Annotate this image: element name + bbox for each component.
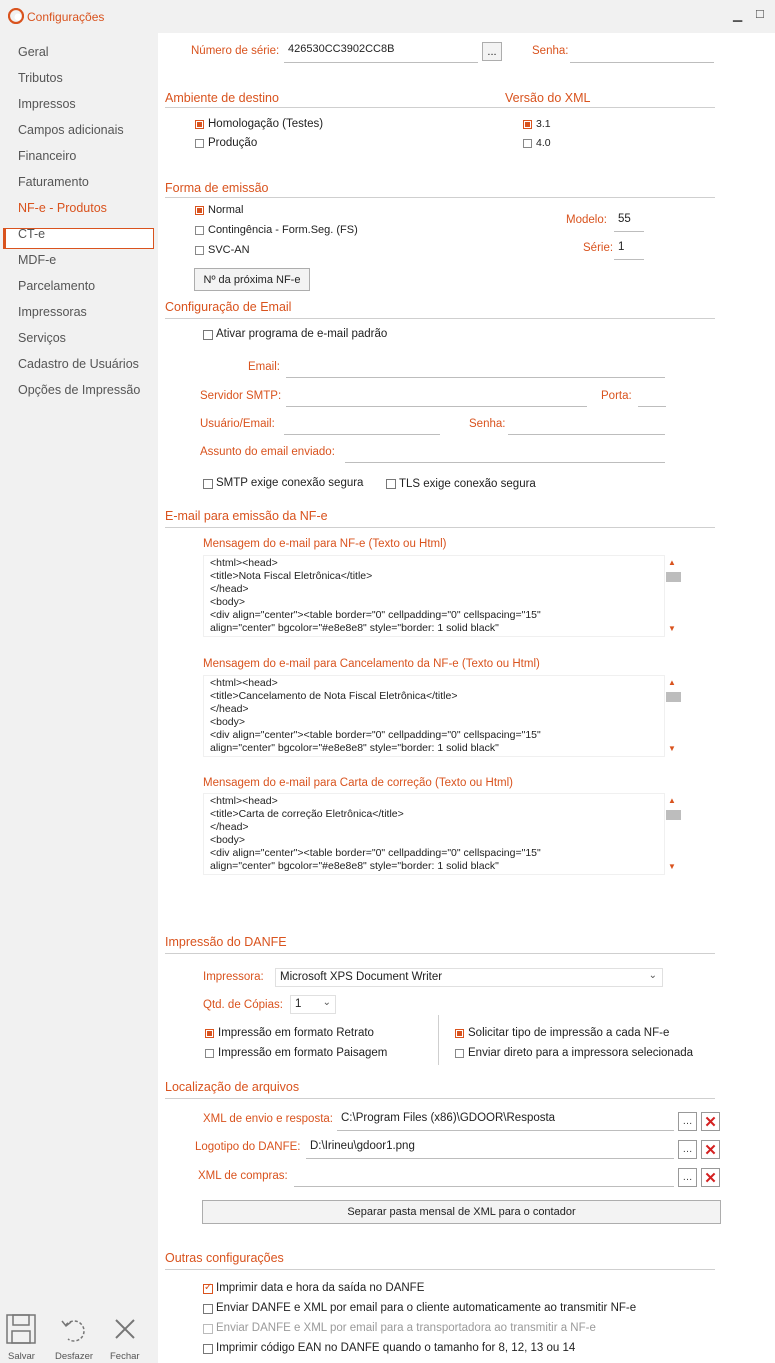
- msg1-label: Mensagem do e-mail para NF-e (Texto ou Html): [203, 538, 447, 550]
- chevron-down-icon[interactable]: ⌄: [322, 997, 331, 1008]
- divider: [165, 1269, 715, 1270]
- retrato-label: Impressão em formato Retrato: [218, 1027, 374, 1039]
- outras-title: Outras configurações: [165, 1251, 284, 1265]
- paisagem-radio[interactable]: [205, 1049, 214, 1058]
- msg2-textarea[interactable]: <html><head> <title>Cancelamento de Nota Fiscal Eletrônica</title> </head> <body> <div align="center"><table border="0" cellpadding="0" cellspacing="15" align="center" bgcolor="#e8e8e8" style="border: 1 solid black": [203, 675, 665, 757]
- danfe-title: Impressão do DANFE: [165, 935, 287, 949]
- divider: [165, 197, 715, 198]
- sidebar-item-financeiro[interactable]: Financeiro: [18, 149, 77, 163]
- enviar-transportadora-label: Enviar DANFE e XML por email para a transportadora ao transmitir a NF-e: [216, 1322, 596, 1334]
- assunto-label: Assunto do email enviado:: [200, 446, 335, 458]
- smtp-label: Servidor SMTP:: [200, 390, 282, 402]
- xml-path-clear-icon[interactable]: ✕: [701, 1112, 720, 1131]
- serial-value[interactable]: 426530CC3902CC8B: [288, 43, 395, 55]
- msg3-textarea[interactable]: <html><head> <title>Carta de correção Eletrônica</title> </head> <body> <div align="center"><table border="0" cellpadding="0" cellspacing="15" align="center" bgcolor="#e8e8e8" style="border: 1 solid black": [203, 793, 665, 875]
- next-nfe-button[interactable]: Nº da próxima NF-e: [194, 268, 310, 291]
- sidebar-item-servicos[interactable]: Serviços: [18, 331, 66, 345]
- scroll-up-icon[interactable]: ▲: [668, 678, 676, 687]
- sidebar-item-mdfe[interactable]: MDF-e: [18, 253, 57, 267]
- divider: [165, 527, 715, 528]
- modelo-underline: [614, 231, 644, 232]
- scroll-thumb[interactable]: [666, 810, 681, 820]
- smtp-seg-checkbox[interactable]: [203, 479, 213, 489]
- serie-value[interactable]: 1: [618, 241, 625, 253]
- sidebar-item-tributos[interactable]: Tributos: [18, 71, 63, 85]
- xml-path-browse-button[interactable]: …: [678, 1112, 697, 1131]
- scroll-down-icon[interactable]: ▼: [668, 624, 676, 633]
- paisagem-label: Impressão em formato Paisagem: [218, 1047, 388, 1059]
- msg1-textarea[interactable]: <html><head> <title>Nota Fiscal Eletrônica</title> </head> <body> <div align="center"><table border="0" cellpadding="0" cellspacing="15" align="center" bgcolor="#e8e8e8" style="border: 1 solid black": [203, 555, 665, 637]
- logo-path-clear-icon[interactable]: ✕: [701, 1140, 720, 1159]
- producao-radio[interactable]: [195, 139, 204, 148]
- xml-31-label: 3.1: [536, 118, 551, 130]
- serial-browse-button[interactable]: ...: [482, 42, 502, 61]
- save-icon[interactable]: [5, 1313, 37, 1345]
- minimize-icon[interactable]: ▁: [733, 8, 743, 22]
- svcan-label: SVC-AN: [208, 244, 250, 256]
- separar-pasta-button[interactable]: Separar pasta mensal de XML para o contador: [202, 1200, 721, 1224]
- solicitar-label: Solicitar tipo de impressão a cada NF-e: [468, 1027, 670, 1039]
- scroll-thumb[interactable]: [666, 572, 681, 582]
- email-senha-label: Senha:: [469, 418, 506, 430]
- compras-path-underline: [294, 1186, 674, 1187]
- porta-label: Porta:: [601, 390, 632, 402]
- msg3-label: Mensagem do e-mail para Carta de correção (Texto ou Html): [203, 777, 513, 789]
- imprimir-data-label: Imprimir data e hora da saída no DANFE: [216, 1282, 425, 1294]
- divider: [165, 318, 715, 319]
- copias-select[interactable]: [290, 995, 336, 1014]
- close-icon[interactable]: [113, 1317, 137, 1341]
- title-bar: [0, 0, 775, 33]
- chevron-down-icon[interactable]: ⌄: [648, 970, 657, 981]
- impressora-value: Microsoft XPS Document Writer: [280, 971, 443, 983]
- password-field[interactable]: [570, 62, 714, 63]
- xml-path-label: XML de envio e resposta:: [203, 1113, 333, 1125]
- email-field[interactable]: [286, 377, 665, 378]
- user-label: Usuário/Email:: [200, 418, 275, 430]
- serial-label: Número de série:: [191, 45, 280, 57]
- xml-path-value[interactable]: C:\Program Files (x86)\GDOOR\Resposta: [341, 1112, 556, 1124]
- copias-label: Qtd. de Cópias:: [203, 999, 283, 1011]
- impressora-select[interactable]: [275, 968, 663, 987]
- assunto-field[interactable]: [345, 462, 665, 463]
- sidebar-item-cte[interactable]: CT-e: [18, 227, 46, 241]
- sidebar-item-nfe-produtos[interactable]: NF-e - Produtos: [18, 201, 107, 215]
- sidebar-item-impressoras[interactable]: Impressoras: [18, 305, 87, 319]
- save-button[interactable]: Salvar: [8, 1351, 35, 1362]
- serial-underline: [284, 62, 478, 63]
- sidebar-item-parcelamento[interactable]: Parcelamento: [18, 279, 96, 293]
- scroll-down-icon[interactable]: ▼: [668, 744, 676, 753]
- scroll-down-icon[interactable]: ▼: [668, 862, 676, 871]
- tls-seg-checkbox[interactable]: [386, 479, 396, 489]
- smtp-seg-label: SMTP exige conexão segura: [216, 477, 364, 489]
- emissao-title: Forma de emissão: [165, 181, 269, 195]
- password-label: Senha:: [532, 45, 569, 57]
- modelo-value[interactable]: 55: [618, 213, 631, 225]
- contingencia-radio[interactable]: [195, 226, 204, 235]
- sidebar-item-impressos[interactable]: Impressos: [18, 97, 76, 111]
- email-senha-field[interactable]: [508, 434, 665, 435]
- serie-underline: [614, 259, 644, 260]
- xml-path-underline: [337, 1130, 674, 1131]
- direto-radio[interactable]: [455, 1049, 464, 1058]
- enviar-cliente-checkbox[interactable]: [203, 1304, 213, 1314]
- sidebar-item-geral[interactable]: Geral: [18, 45, 49, 59]
- ativar-checkbox[interactable]: [203, 330, 213, 340]
- scroll-thumb[interactable]: [666, 692, 681, 702]
- sidebar-item-cadastro-usuarios[interactable]: Cadastro de Usuários: [18, 357, 139, 371]
- solicitar-radio[interactable]: [455, 1029, 464, 1038]
- close-button[interactable]: Fechar: [110, 1351, 140, 1362]
- window-title: Configurações: [27, 10, 105, 24]
- xml-40-radio[interactable]: [523, 139, 532, 148]
- arquivos-title: Localização de arquivos: [165, 1080, 300, 1094]
- imprimir-ean-label: Imprimir código EAN no DANFE quando o tamanho for 8, 12, 13 ou 14: [216, 1342, 576, 1354]
- impressora-label: Impressora:: [203, 971, 264, 983]
- divider: [165, 953, 715, 954]
- sidebar-item-campos-adicionais[interactable]: Campos adicionais: [18, 123, 124, 137]
- logo-path-browse-button[interactable]: …: [678, 1140, 697, 1159]
- normal-label: Normal: [208, 204, 244, 216]
- email-label: Email:: [248, 361, 280, 373]
- compras-path-browse-button[interactable]: …: [678, 1168, 697, 1187]
- modelo-label: Modelo:: [566, 214, 607, 226]
- enviar-transportadora-checkbox[interactable]: [203, 1324, 213, 1334]
- divider: [438, 1015, 439, 1065]
- contingencia-label: Contingência - Form.Seg. (FS): [208, 224, 358, 236]
- xml-31-radio[interactable]: [523, 120, 532, 129]
- imprimir-data-checkbox[interactable]: [203, 1284, 213, 1294]
- logo-path-underline: [306, 1158, 674, 1159]
- logo-path-value[interactable]: D:\Irineu\gdoor1.png: [310, 1140, 415, 1152]
- normal-radio[interactable]: [195, 206, 204, 215]
- msg3-scrollbar[interactable]: [664, 796, 682, 872]
- msg2-label: Mensagem do e-mail para Cancelamento da NF-e (Texto ou Html): [203, 658, 540, 670]
- homolog-label: Homologação (Testes): [208, 118, 324, 130]
- svcan-radio[interactable]: [195, 246, 204, 255]
- divider: [165, 107, 715, 108]
- serie-label: Série:: [583, 242, 614, 254]
- sidebar-item-opcoes-impressao[interactable]: Opções de Impressão: [18, 383, 141, 397]
- porta-field[interactable]: [638, 406, 666, 407]
- xml-40-label: 4.0: [536, 137, 551, 149]
- maximize-icon[interactable]: ☐: [755, 9, 765, 21]
- ativar-label: Ativar programa de e-mail padrão: [216, 328, 388, 340]
- app-logo-icon: [8, 8, 24, 24]
- email-config-title: Configuração de Email: [165, 300, 292, 314]
- undo-button[interactable]: Desfazer: [55, 1351, 94, 1362]
- enviar-cliente-label: Enviar DANFE e XML por email para o cliente automaticamente ao transmitir NF-e: [216, 1302, 637, 1314]
- copias-value: 1: [295, 998, 302, 1010]
- direto-label: Enviar direto para a impressora selecionada: [468, 1047, 694, 1059]
- smtp-field[interactable]: [286, 406, 587, 407]
- sidebar: [0, 33, 158, 1363]
- ambiente-title: Ambiente de destino: [165, 91, 279, 105]
- imprimir-ean-checkbox[interactable]: [203, 1344, 213, 1354]
- retrato-radio[interactable]: [205, 1029, 214, 1038]
- scroll-up-icon[interactable]: ▲: [668, 558, 676, 567]
- homolog-radio[interactable]: [195, 120, 204, 129]
- user-field[interactable]: [284, 434, 440, 435]
- undo-icon[interactable]: [60, 1315, 88, 1345]
- versao-title: Versão do XML: [505, 91, 591, 105]
- sidebar-item-faturamento[interactable]: Faturamento: [18, 175, 89, 189]
- msg2-scrollbar[interactable]: [664, 678, 682, 754]
- msg1-scrollbar[interactable]: [664, 558, 682, 634]
- tls-seg-label: TLS exige conexão segura: [399, 478, 536, 490]
- scroll-up-icon[interactable]: ▲: [668, 796, 676, 805]
- compras-path-clear-icon[interactable]: ✕: [701, 1168, 720, 1187]
- logo-path-label: Logotipo do DANFE:: [195, 1141, 301, 1153]
- producao-label: Produção: [208, 137, 258, 149]
- email-nfe-title: E-mail para emissão da NF-e: [165, 509, 328, 523]
- compras-path-label: XML de compras:: [198, 1170, 288, 1182]
- divider: [165, 1098, 715, 1099]
